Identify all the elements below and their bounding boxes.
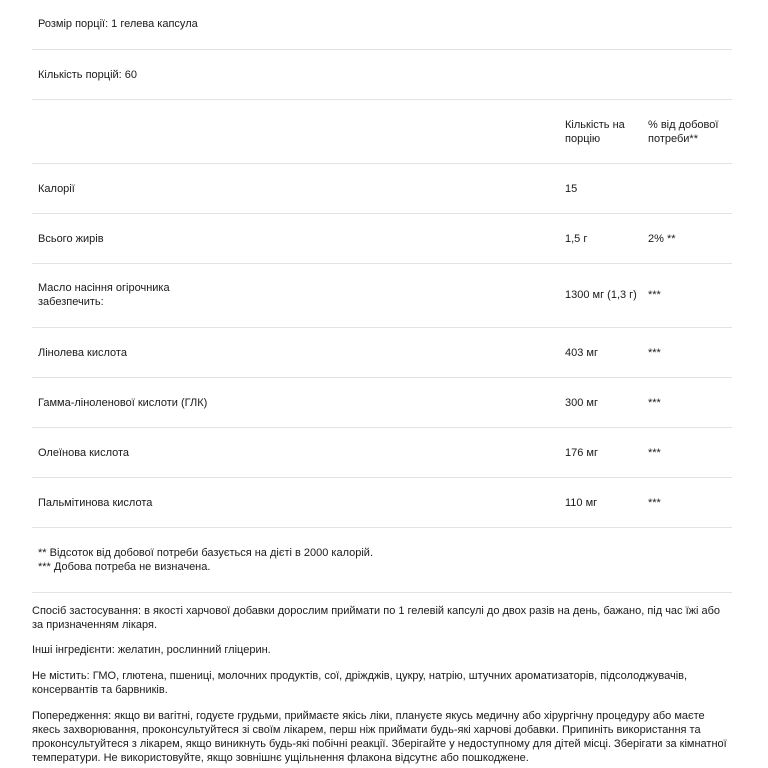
table-row bbox=[32, 428, 732, 478]
serving-size: Розмір порції: 1 гелева капсула bbox=[38, 18, 198, 30]
footnote-daily-value: ** Відсоток від добової потреби базується на дієті в 2000 калорій. bbox=[38, 547, 374, 559]
nutrient-name: Пальмітинова кислота bbox=[38, 497, 153, 509]
nutrient-daily-value: *** bbox=[648, 497, 661, 509]
nutrient-name: Олеїнова кислота bbox=[38, 447, 130, 459]
nutrient-daily-value: *** bbox=[648, 347, 661, 359]
footnotes bbox=[38, 546, 373, 574]
amount-header: Кількість на порцію bbox=[565, 119, 625, 145]
table-row bbox=[32, 328, 732, 378]
divider bbox=[32, 592, 732, 593]
usage-directions: Спосіб застосування: в якості харчової добавки дорослим приймати по 1 гелевій капсулі до двох разів на день, бажано, під час їжі або за призначенням лікаря. bbox=[32, 605, 721, 631]
warning-text: Попередження: якщо ви вагітні, годуєте грудьми, приймаєте якісь ліки, плануєте якусь медичну або хірургічну процедуру або маєте якесь захворювання, проконсультуйтеся зі своїм лікарем, перш ніж приймати будь-які харчові добавки. Припиніть використання та проконсультуйтеся з лікарем, якщо виникнуть будь-які побічні реакції. Зберігайте у недоступному для дітей місці. Зберігати за кімнатної температури. Не використовуйте, якщо зовнішнє ущільнення флакона відсутнє або пошкоджене. bbox=[32, 710, 727, 764]
table-row bbox=[32, 378, 732, 428]
nutrient-daily-value: 2% ** bbox=[648, 233, 676, 245]
nutrient-amount: 300 мг bbox=[565, 397, 598, 409]
table-row bbox=[32, 214, 732, 264]
servings-count-row bbox=[32, 50, 732, 100]
nutrient-name: Калорії bbox=[38, 183, 75, 195]
nutrient-name: Масло насіння огірочника забезпечить: bbox=[38, 282, 170, 308]
nutrient-name: Всього жирів bbox=[38, 233, 104, 245]
nutrient-name: Гамма-ліноленової кислоти (ГЛК) bbox=[38, 397, 208, 409]
serving-size-row bbox=[32, 0, 732, 50]
nutrient-name: Лінолева кислота bbox=[38, 347, 127, 359]
table-row bbox=[32, 264, 732, 328]
footnote-not-established: *** Добова потреба не визначена. bbox=[38, 561, 211, 573]
nutrient-amount: 403 мг bbox=[565, 347, 598, 359]
nutrient-daily-value: *** bbox=[648, 447, 661, 459]
table-row bbox=[32, 478, 732, 528]
servings-count: Кількість порцій: 60 bbox=[38, 69, 138, 81]
nutrient-amount: 176 мг bbox=[565, 447, 598, 459]
free-of-list: Не містить: ГМО, глютена, пшениці, молочних продуктів, сої, дріжджів, цукру, натрію, штучних ароматизаторів, підсолоджувачів, консервантів та барвників. bbox=[32, 670, 688, 696]
nutrient-daily-value: *** bbox=[648, 397, 661, 409]
nutrient-amount: 1,5 г bbox=[565, 233, 588, 245]
supplement-facts-table bbox=[32, 0, 732, 528]
nutrient-amount: 110 мг bbox=[565, 497, 598, 509]
nutrient-daily-value: *** bbox=[648, 289, 661, 301]
table-row bbox=[32, 164, 732, 214]
daily-value-header: % від добової потреби** bbox=[648, 119, 719, 145]
nutrient-amount: 1300 мг (1,3 г) bbox=[565, 289, 637, 301]
other-ingredients: Інші інгредієнти: желатин, рослинний гліцерин. bbox=[32, 644, 271, 656]
table-header-row bbox=[32, 100, 732, 164]
nutrient-amount: 15 bbox=[565, 183, 578, 195]
